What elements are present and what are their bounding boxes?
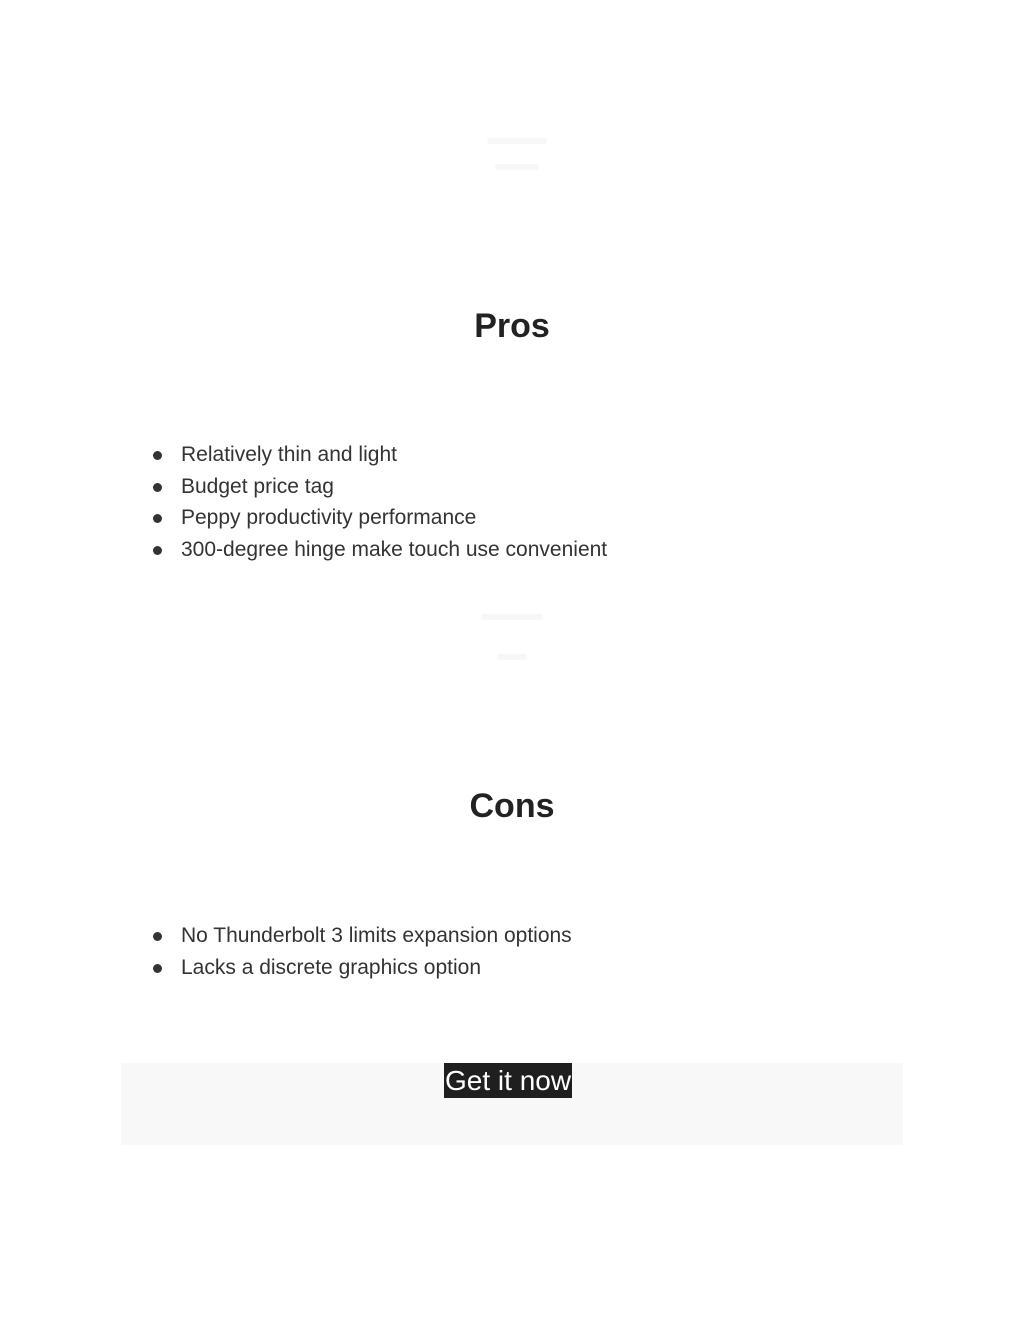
pros-item-text: Peppy productivity performance — [181, 506, 477, 529]
pros-list-item — [150, 502, 607, 534]
pros-list-item — [150, 471, 607, 503]
bullet-icon — [153, 451, 162, 460]
pros-item-text: 300-degree hinge make touch use convenient — [181, 537, 608, 561]
pros-list — [150, 439, 607, 565]
faint-decorative-graphic-middle — [467, 608, 557, 668]
pros-heading: Pros — [474, 307, 550, 345]
pros-list-item — [150, 439, 607, 471]
cons-list-item — [150, 952, 572, 984]
cons-item-text: No Thunderbolt 3 limits expansion options — [181, 924, 572, 947]
bullet-icon — [153, 483, 162, 492]
cons-heading: Cons — [469, 787, 555, 825]
cons-list — [150, 920, 572, 983]
cons-item-text: Lacks a discrete graphics option — [181, 955, 481, 979]
cons-list-item — [150, 920, 572, 952]
pros-item-text: Budget price tag — [181, 474, 334, 498]
pros-list-item — [150, 534, 607, 566]
pros-item-text: Relatively thin and light — [181, 443, 397, 466]
bullet-icon — [153, 514, 162, 523]
bullet-icon — [153, 964, 162, 973]
faint-decorative-graphic-top — [467, 128, 557, 188]
get-it-now-button[interactable]: Get it now — [445, 1065, 572, 1096]
bullet-icon — [153, 932, 162, 941]
bullet-icon — [153, 546, 162, 555]
